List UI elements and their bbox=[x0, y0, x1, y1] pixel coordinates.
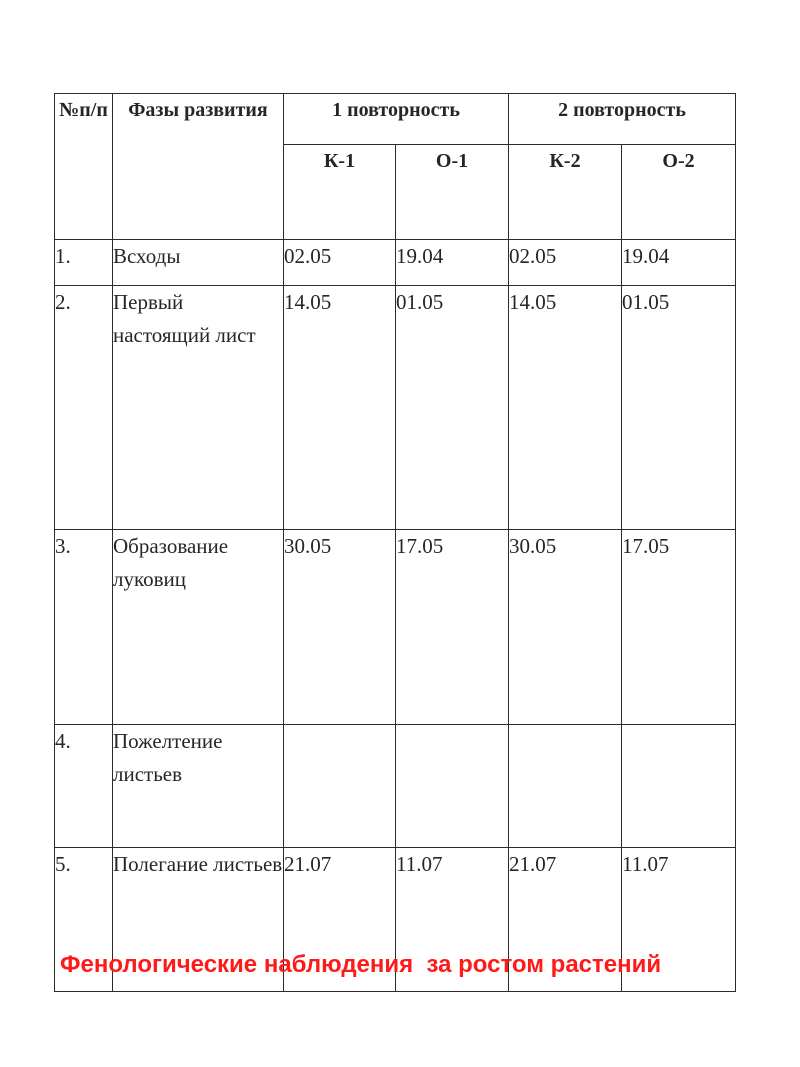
row-phase: Полегание листьев bbox=[113, 848, 284, 992]
header-row-top bbox=[55, 94, 736, 145]
cell-o2: 01.05 bbox=[622, 286, 736, 530]
cell-k2: 02.05 bbox=[509, 240, 622, 286]
cell-o2: 11.07 bbox=[622, 848, 736, 992]
cell-o1: 11.07 bbox=[396, 848, 509, 992]
cell-k1 bbox=[284, 725, 396, 848]
cell-o1: 01.05 bbox=[396, 286, 509, 530]
cell-o1: 19.04 bbox=[396, 240, 509, 286]
cell-k2: 30.05 bbox=[509, 530, 622, 725]
table-row bbox=[55, 530, 736, 725]
cell-o2: 17.05 bbox=[622, 530, 736, 725]
header-num: №п/п bbox=[55, 94, 113, 240]
row-number: 5. bbox=[55, 848, 113, 992]
cell-o2 bbox=[622, 725, 736, 848]
cell-k1: 30.05 bbox=[284, 530, 396, 725]
cell-k1: 21.07 bbox=[284, 848, 396, 992]
cell-k2 bbox=[509, 725, 622, 848]
row-number: 1. bbox=[55, 240, 113, 286]
row-phase: Пожелтение листьев bbox=[113, 725, 284, 848]
slide-caption: Фенологические наблюдения за ростом растений bbox=[60, 951, 662, 978]
header-o2: О-2 bbox=[622, 145, 736, 240]
row-phase: Всходы bbox=[113, 240, 284, 286]
header-phase: Фазы развития bbox=[113, 94, 284, 240]
row-number: 2. bbox=[55, 286, 113, 530]
cell-o1: 17.05 bbox=[396, 530, 509, 725]
cell-o2: 19.04 bbox=[622, 240, 736, 286]
phenology-table bbox=[54, 93, 736, 992]
row-number: 3. bbox=[55, 530, 113, 725]
table-row bbox=[55, 286, 736, 530]
row-phase: Образование луковиц bbox=[113, 530, 284, 725]
cell-o1 bbox=[396, 725, 509, 848]
header-replication-1: 1 повторность bbox=[284, 94, 509, 145]
table-row bbox=[55, 240, 736, 286]
table-row bbox=[55, 725, 736, 848]
row-phase: Первый настоящий лист bbox=[113, 286, 284, 530]
header-k1: К-1 bbox=[284, 145, 396, 240]
row-number: 4. bbox=[55, 725, 113, 848]
cell-k2: 21.07 bbox=[509, 848, 622, 992]
cell-k1: 14.05 bbox=[284, 286, 396, 530]
header-k2: К-2 bbox=[509, 145, 622, 240]
header-replication-2: 2 повторность bbox=[509, 94, 736, 145]
header-o1: О-1 bbox=[396, 145, 509, 240]
cell-k1: 02.05 bbox=[284, 240, 396, 286]
cell-k2: 14.05 bbox=[509, 286, 622, 530]
